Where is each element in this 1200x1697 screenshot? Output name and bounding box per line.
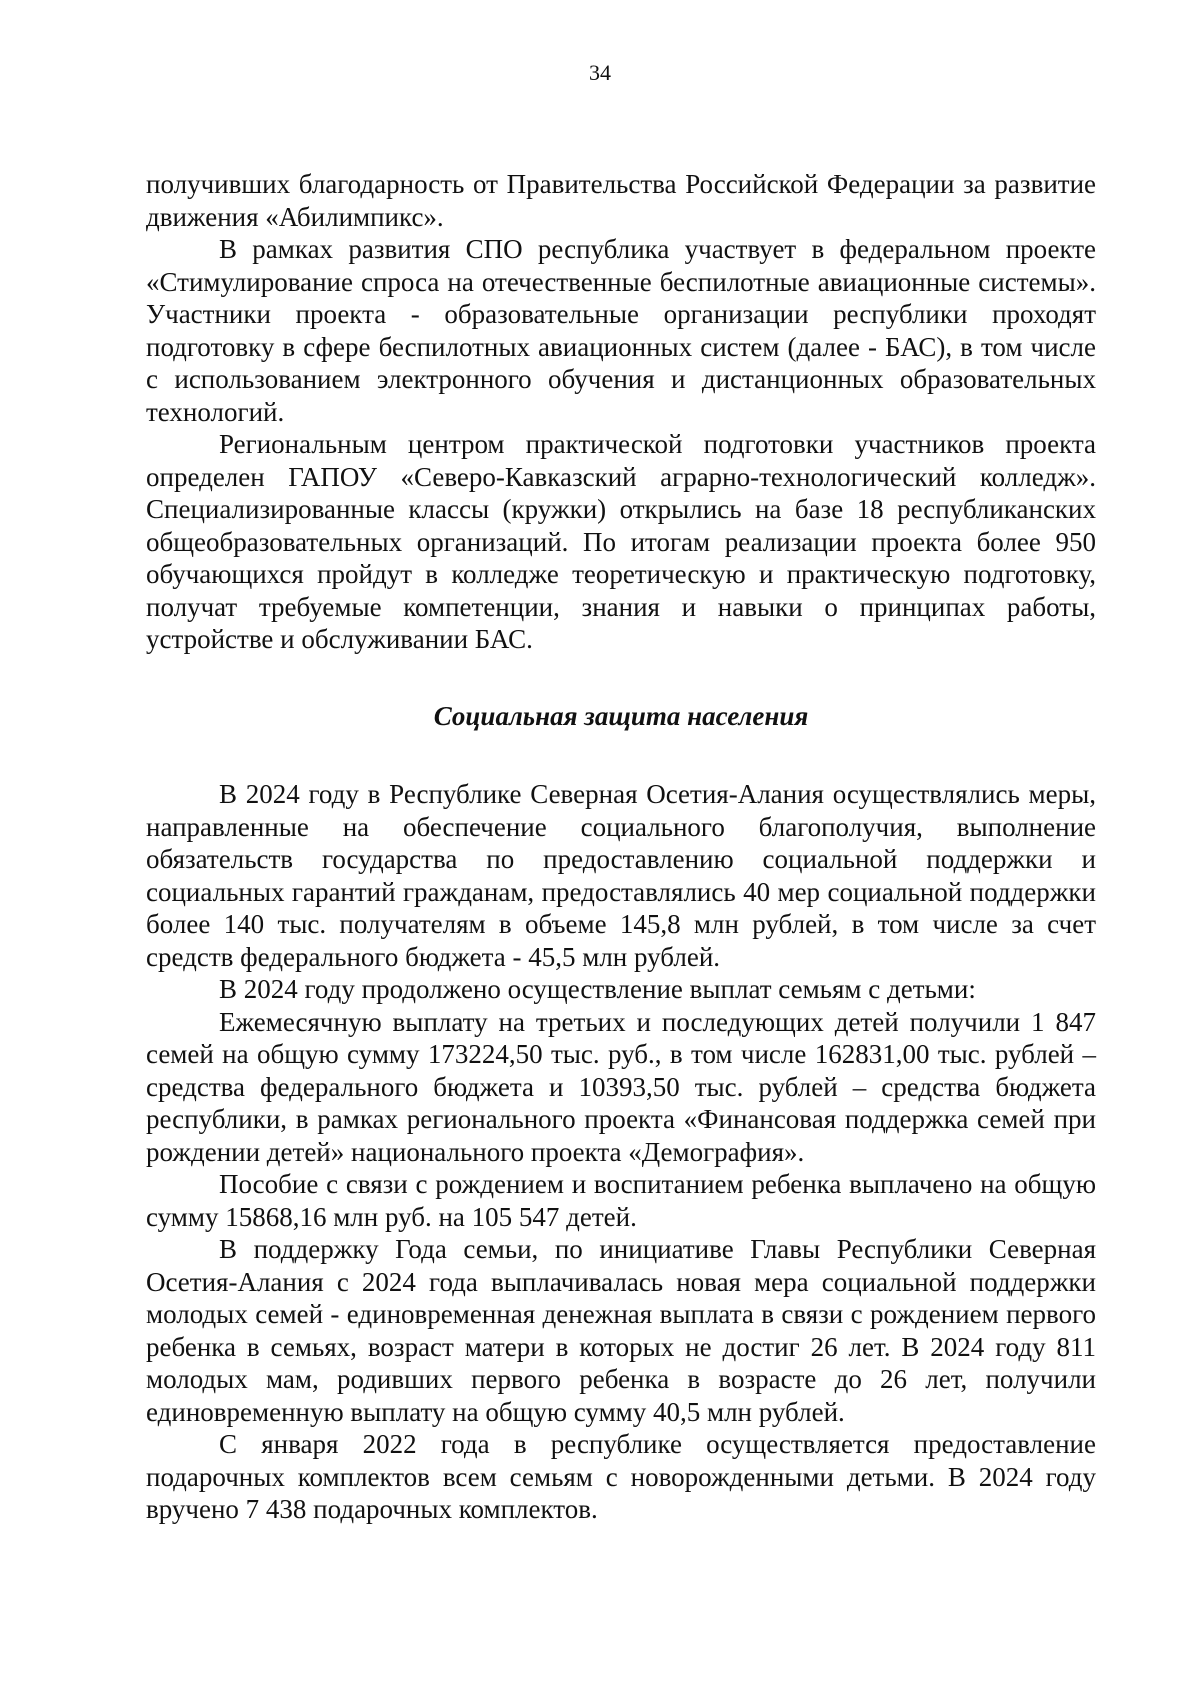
section-heading: Социальная защита населения <box>433 700 809 731</box>
paragraph-continuation: получивших благодарность от Правительства Российской Федерации за развитие движения «Абилимпикс». <box>146 169 1096 232</box>
paragraph-family-payments-intro: В 2024 году продолжено осуществление выплат семьям с детьми: <box>219 974 976 1004</box>
page-number: 34 <box>589 60 611 85</box>
paragraph-gift-sets: С января 2022 года в республике осуществляется предоставление подарочных комплектов всем семьям с новорожденными детьми. В 2024 году вручено 7 438 подарочных комплектов. <box>146 1429 1096 1524</box>
paragraph-training-center: Региональным центром практической подготовки участников проекта определен ГАПОУ «Северо-Кавказский аграрно-технологический колледж». Специализированные классы (кружки) открылись на базе 18 республиканских общеобразовательных организаций. По итогам реализации проекта более 950 обучающихся пройдут в колледже теоретическую и практическую подготовку, получат требуемые компетенции, знания и навыки о принципах работы, устройстве и обслуживании БАС. <box>146 429 1096 654</box>
document-body <box>146 168 1096 1526</box>
paragraph-monthly-payment: Ежемесячную выплату на третьих и последующих детей получили 1 847 семей на общую сумму 173224,50 тыс. руб., в том числе 162831,00 тыс. рублей – средства федерального бюджета и 10393,50 тыс. рублей – средства бюджета республики, в рамках регионального проекта «Финансовая поддержка семей при рождении детей» национального проекта «Демография». <box>146 1006 1096 1167</box>
paragraph-bas-project: В рамках развития СПО республика участвует в федеральном проекте «Стимулирование спроса на отечественные беспилотные авиационные системы». Участники проекта - образовательные организации республики проходят подготовку в сфере беспилотных авиационных систем (далее - БАС), в том числе с использованием электронного обучения и дистанционных образовательных технологий. <box>146 234 1096 427</box>
paragraph-child-benefit: Пособие с связи с рождением и воспитанием ребенка выплачено на общую сумму 15868,16 млн руб. на 105 547 детей. <box>146 1169 1096 1232</box>
paragraph-year-of-family: В поддержку Года семьи, по инициативе Главы Республики Северная Осетия-Алания с 2024 года выплачивалась новая мера социальной поддержки молодых семей - единовременная денежная выплата в связи с рождением первого ребенка в семьях, возраст матери в которых не достиг 26 лет. В 2024 году 811 молодых мам, родивших первого ребенка в возрасте до 26 лет, получили единовременную выплату на общую сумму 40,5 млн рублей. <box>146 1234 1096 1427</box>
paragraph-social-measures: В 2024 году в Республике Северная Осетия-Алания осуществлялись меры, направленные на обеспечение социального благополучия, выполнение обязательств государства по предоставлению социальной поддержки и социальных гарантий гражданам, предоставлялись 40 мер социальной поддержки более 140 тыс. получателям в объеме 145,8 млн рублей, в том числе за счет средств федерального бюджета - 45,5 млн рублей. <box>146 779 1096 972</box>
